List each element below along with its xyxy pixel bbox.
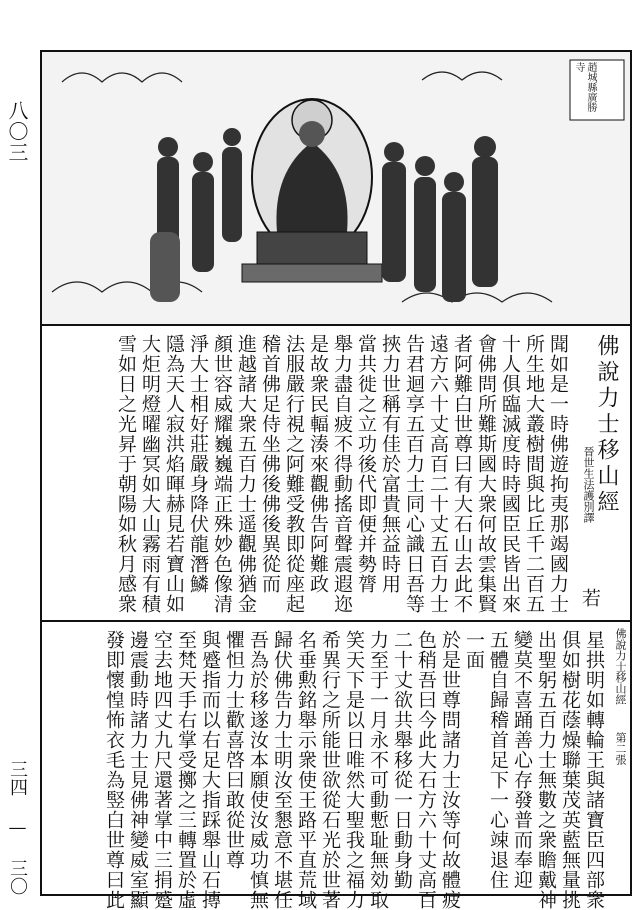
throne: [242, 264, 382, 282]
text-column: 隱為天人寂洪焰暉赫見若寶山如: [163, 334, 185, 614]
woodcut-illustration: [42, 52, 630, 326]
text-column: 出聖躬五百力士無數之衆瞻戴神: [535, 630, 557, 910]
margin-left: [2, 100, 32, 360]
volume-reference: 三四 — 三〇: [7, 760, 28, 895]
text-column: 與蹙指而以右足大指踩舉山石摶: [199, 630, 221, 910]
page-number: 八〇三: [5, 100, 29, 163]
text-column: 舉力盡自疲不得動搖音聲震遐迩: [331, 334, 353, 614]
text-column: 聞如是一時佛遊拘夷那竭國力士: [547, 334, 569, 614]
sutra-text-lower: [42, 620, 630, 910]
text-column: 懼怛力士歡喜啓曰敢從世尊: [223, 630, 245, 870]
text-column: 所生地大叢樹間與比丘千二百五: [523, 334, 545, 614]
text-column: 遠方六十丈高百二十丈五百力士: [427, 334, 449, 614]
text-column: 邊震動時諸力士見佛神變威室顯: [127, 630, 149, 910]
buddha-preaching-woodcut: [42, 52, 630, 324]
text-column: 挾力世稱有佳於富貴無益時用: [379, 334, 401, 594]
text-column: 色稍吾曰今此大石方六十丈高百: [415, 630, 437, 910]
sutra-title-margin: [0, 100, 2, 360]
text-column: 顏世容威耀巍巍端正殊妙色像清: [211, 334, 233, 614]
end-mark: 若: [579, 588, 601, 608]
text-column: 告君迴享五百力士同心識日吾等: [403, 334, 425, 614]
text-column: 五體自歸稽首足下一心竦退住: [487, 630, 509, 890]
text-column: 二十丈欲共舉移從一日動身勤: [391, 630, 413, 890]
translator-line: 晉世生法護別譯: [582, 446, 595, 523]
text-column: 於是世尊問諸力士汝等何故體疲: [439, 630, 461, 910]
text-column: 笑天下是以日唯然大聖我之福力: [343, 630, 365, 910]
text-column: 大炬明燈曜幽冥如大山霧雨有積: [139, 334, 161, 614]
text-column: 十人俱臨滅度時時國臣民皆出來: [499, 334, 521, 614]
text-column: 淨大士相好莊嚴身降伏龍潛鱗: [187, 334, 209, 594]
text-column: 是故衆民輻湊來觀佛告阿難政: [307, 334, 329, 594]
text-column: 者阿難白世尊曰有大石山去此不: [451, 334, 473, 614]
text-column: 星拱明如轉輪王與諸寶臣四部衆: [583, 630, 605, 910]
text-column: 法服嚴行視之阿難受教即從座起: [283, 334, 305, 614]
text-column: 空去地四丈九尺還著掌中三捐蹙: [151, 630, 173, 910]
text-column: 雪如日之光昇于朝陽如秋月感衆: [115, 334, 137, 614]
text-column: 俱如樹花蔭燥聯葉茂英藍無量挑: [559, 630, 581, 910]
sheet-label: 第二張: [614, 732, 627, 765]
text-column: 歸伏佛告力士明汝至懇意不堪任: [271, 630, 293, 910]
text-column: 變莫不喜踊善心存發普而奉迎: [511, 630, 533, 890]
text-column: 力至于一月永不可動慙耻無効取: [367, 630, 389, 910]
sutra-text-upper: [42, 326, 630, 620]
text-column: 希異行之所能世欲從石光於世著: [319, 630, 341, 910]
running-title: 佛說力士移山經: [614, 628, 627, 705]
temple-label: 趙城縣廣勝寺: [573, 62, 596, 112]
text-column: 一面: [463, 630, 485, 670]
text-column: 名垂勲銘舉示衆使王路平直荒域: [295, 630, 317, 910]
text-column: 稽首佛足侍坐佛後佛後異從而: [259, 334, 281, 594]
text-column: 當共徙之立功後代即便并勢膂: [355, 334, 377, 594]
page-frame: [40, 50, 632, 910]
text-column: 會佛問所難斯國大衆何故雲集賢: [475, 334, 497, 614]
text-column: 吾為於移遂汝本願使汝威功慎無: [247, 630, 269, 910]
text-column: 發即懷惶怖衣毛為竪白世尊曰此: [103, 630, 125, 910]
text-column: 至梵天手右掌受擲之三轉置於虛: [175, 630, 197, 910]
sutra-title: 佛說力士移山經: [594, 334, 619, 516]
text-column: 進越諸大衆五百力士遥觀佛猶金: [235, 334, 257, 614]
